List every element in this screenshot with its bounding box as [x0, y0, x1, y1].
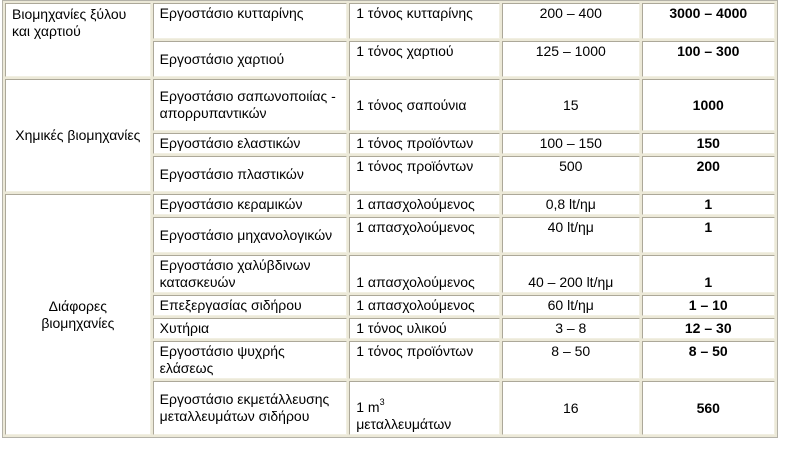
- range-cell: 500: [502, 156, 640, 192]
- range-cell: 15: [502, 79, 640, 131]
- unit-cell: [349, 381, 500, 435]
- unit-cell: 1 τόνος σαπούνια: [349, 79, 500, 131]
- facility-cell: Επεξεργασίας σιδήρου: [153, 295, 348, 316]
- facility-cell: Εργοστάσιο σαπωνοποιίας - απορρυπαντικών: [153, 79, 348, 131]
- table-row: [5, 79, 775, 131]
- range-cell: 60 lt/ημ: [502, 295, 640, 316]
- value-cell: 150: [642, 133, 775, 154]
- value-cell: 1: [642, 255, 775, 293]
- value-cell: 1: [642, 194, 775, 215]
- value-cell: 3000 – 4000: [642, 3, 775, 39]
- table-row: [5, 194, 775, 215]
- value-cell: 8 – 50: [642, 341, 775, 379]
- value-cell: 1: [642, 217, 775, 253]
- facility-cell: Εργοστάσιο κυτταρίνης: [153, 3, 348, 39]
- value-cell: 560: [642, 381, 775, 435]
- value-cell: 1 – 10: [642, 295, 775, 316]
- unit-cell: 1 τόνος κυτταρίνης: [349, 3, 500, 39]
- facility-cell: Εργοστάσιο μηχανολογικών: [153, 217, 348, 253]
- range-cell: 125 – 1000: [502, 41, 640, 77]
- unit-cell: 1 απασχολούμενος: [349, 194, 500, 215]
- value-cell: 1000: [642, 79, 775, 131]
- value-cell: 12 – 30: [642, 318, 775, 339]
- facility-cell: Χυτήρια: [153, 318, 348, 339]
- category-cell: Βιομηχανίες ξύλου και χαρτιού: [5, 3, 151, 77]
- value-cell: 100 – 300: [642, 41, 775, 77]
- unit-cell: 1 τόνος χαρτιού: [349, 41, 500, 77]
- unit-superscript: 3: [379, 397, 385, 408]
- unit-main: 1 m: [356, 399, 380, 415]
- range-cell: 100 – 150: [502, 133, 640, 154]
- range-cell: 40 – 200 lt/ημ: [502, 255, 640, 293]
- unit-cell: 1 απασχολούμενος: [349, 255, 500, 293]
- category-cell: Χημικές βιομηχανίες: [5, 79, 151, 192]
- unit-cell: 1 απασχολούμενος: [349, 295, 500, 316]
- table-row: [5, 3, 775, 39]
- facility-cell: Εργοστάσιο χαρτιού: [153, 41, 348, 77]
- unit-cell: 1 τόνος υλικού: [349, 318, 500, 339]
- range-cell: 3 – 8: [502, 318, 640, 339]
- unit-cell: 1 τόνος προϊόντων: [349, 133, 500, 154]
- range-cell: 200 – 400: [502, 3, 640, 39]
- range-cell: 0,8 lt/ημ: [502, 194, 640, 215]
- facility-cell: Εργοστάσιο εκμετάλλευσης μεταλλευμάτων σιδήρου: [153, 381, 348, 435]
- unit-cell: 1 τόνος προϊόντων: [349, 341, 500, 379]
- facility-cell: Εργοστάσιο πλαστικών: [153, 156, 348, 192]
- facility-cell: Εργοστάσιο ψυχρής ελάσεως: [153, 341, 348, 379]
- range-cell: 8 – 50: [502, 341, 640, 379]
- facility-cell: Εργοστάσιο χαλύβδινων κατασκευών: [153, 255, 348, 293]
- industry-water-table: [2, 0, 778, 438]
- unit-cell: 1 απασχολούμενος: [349, 217, 500, 253]
- range-cell: 16: [502, 381, 640, 435]
- facility-cell: Εργοστάσιο ελαστικών: [153, 133, 348, 154]
- unit-cell: 1 τόνος προϊόντων: [349, 156, 500, 192]
- industry-water-table-container: [2, 0, 778, 451]
- unit-second-line: μεταλλευμάτων: [356, 416, 452, 432]
- range-cell: 40 lt/ημ: [502, 217, 640, 253]
- category-cell: Διάφορες βιομηχανίες: [5, 194, 151, 435]
- value-cell: 200: [642, 156, 775, 192]
- facility-cell: Εργοστάσιο κεραμικών: [153, 194, 348, 215]
